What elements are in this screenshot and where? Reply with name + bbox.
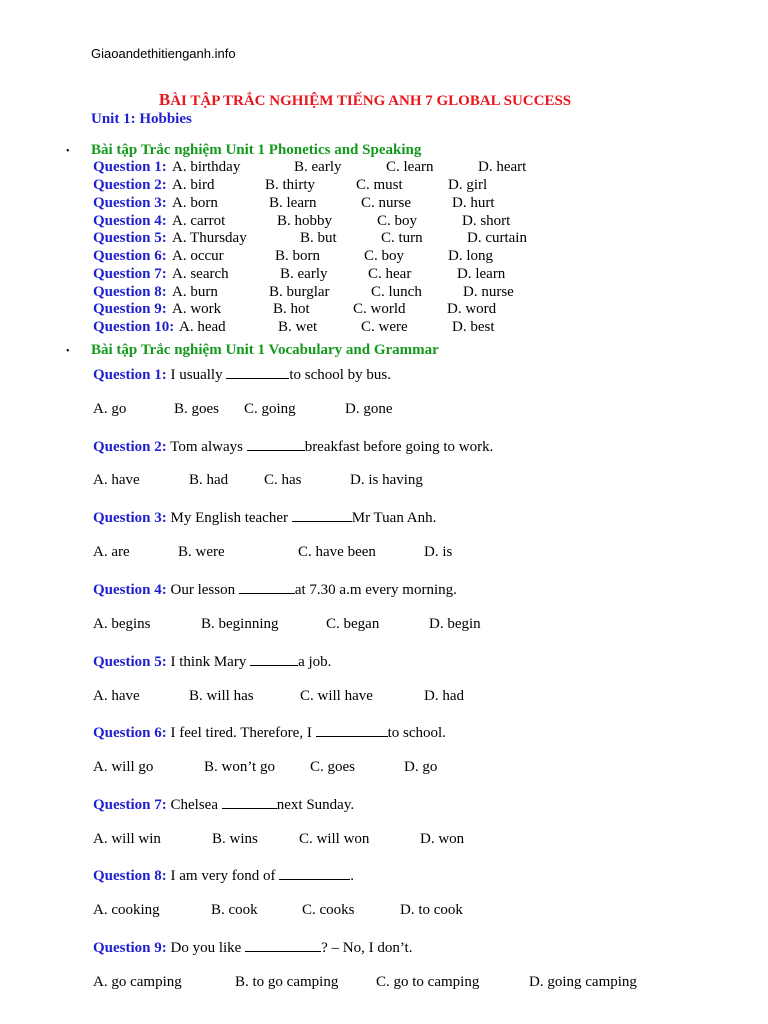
question-label: Question 1: bbox=[93, 159, 167, 175]
option-d: D. hurt bbox=[452, 195, 495, 211]
answer-blank bbox=[245, 938, 321, 952]
title-first-letter: B bbox=[158, 90, 171, 109]
question-text-before: I feel tired. Therefore, I bbox=[170, 725, 316, 741]
phonetics-question-10 bbox=[93, 319, 495, 337]
question-label: Question 8: bbox=[93, 868, 167, 884]
phonetics-question-7 bbox=[93, 266, 506, 284]
option-a: A. begins bbox=[93, 616, 151, 632]
option-d: D. is having bbox=[350, 472, 423, 488]
phonetics-question-6 bbox=[93, 248, 493, 266]
option-d: D. gone bbox=[345, 401, 393, 417]
answer-blank bbox=[250, 652, 298, 666]
option-c: C. goes bbox=[310, 759, 355, 775]
option-c: C. were bbox=[361, 319, 408, 335]
grammar-question-9 bbox=[93, 938, 412, 956]
question-text-before: Our lesson bbox=[170, 582, 239, 598]
phonetics-question-4 bbox=[93, 213, 511, 231]
grammar-question-8 bbox=[93, 866, 354, 884]
option-b: B. but bbox=[300, 230, 337, 246]
option-a: A. Thursday bbox=[172, 230, 247, 246]
question-label: Question 9: bbox=[93, 940, 167, 956]
question-text-after: at 7.30 a.m every morning. bbox=[294, 582, 457, 598]
option-a: A. head bbox=[179, 319, 226, 335]
question-label: Question 5: bbox=[93, 230, 167, 246]
question-text-before: My English teacher bbox=[170, 510, 292, 526]
question-text-before: Do you like bbox=[170, 940, 246, 956]
question-label: Question 6: bbox=[93, 725, 167, 741]
option-d: D. nurse bbox=[463, 284, 514, 300]
question-label: Question 4: bbox=[93, 582, 167, 598]
option-c: C. nurse bbox=[361, 195, 411, 211]
unit-heading: Unit 1: Hobbies bbox=[91, 111, 192, 127]
option-c: C. began bbox=[326, 616, 380, 632]
option-a: A. go camping bbox=[93, 974, 182, 990]
bullet-section-1: • bbox=[66, 146, 70, 157]
option-b: B. wins bbox=[212, 831, 258, 847]
question-label: Question 7: bbox=[93, 266, 167, 282]
option-b: B. were bbox=[178, 544, 225, 560]
option-a: A. work bbox=[172, 301, 222, 317]
option-a: A. cooking bbox=[93, 902, 160, 918]
phonetics-question-8 bbox=[93, 284, 514, 302]
option-a: A. will go bbox=[93, 759, 154, 775]
option-d: D. word bbox=[447, 301, 497, 317]
question-text-before: I am very fond of bbox=[170, 868, 280, 884]
phonetics-question-9 bbox=[93, 301, 497, 319]
option-d: D. go bbox=[404, 759, 438, 775]
option-b: B. beginning bbox=[201, 616, 279, 632]
question-text-before: Tom always bbox=[170, 439, 247, 455]
option-b: B. had bbox=[189, 472, 229, 488]
question-label: Question 2: bbox=[93, 177, 167, 193]
option-a: A. born bbox=[172, 195, 218, 211]
option-a: A. are bbox=[93, 544, 130, 560]
option-c: C. boy bbox=[377, 213, 418, 229]
question-label: Question 3: bbox=[93, 195, 167, 211]
option-b: B. thirty bbox=[265, 177, 316, 193]
question-text-before: I think Mary bbox=[170, 654, 251, 670]
option-d: D. long bbox=[448, 248, 493, 264]
grammar-question-4 bbox=[93, 580, 457, 598]
option-d: D. to cook bbox=[400, 902, 463, 918]
grammar-question-5 bbox=[93, 652, 331, 670]
site-name: Giaoandethitienganh.info bbox=[91, 46, 236, 61]
option-a: A. occur bbox=[172, 248, 224, 264]
option-c: C. learn bbox=[386, 159, 434, 175]
option-a: A. have bbox=[93, 472, 140, 488]
option-d: D. best bbox=[452, 319, 495, 335]
question-label: Question 8: bbox=[93, 284, 167, 300]
page-title bbox=[0, 90, 730, 110]
answer-blank bbox=[292, 508, 352, 522]
option-a: A. will win bbox=[93, 831, 161, 847]
option-b: B. hot bbox=[273, 301, 310, 317]
option-d: D. short bbox=[462, 213, 511, 229]
bullet-section-2: • bbox=[66, 346, 70, 357]
question-text-after: a job. bbox=[298, 654, 332, 670]
option-c: C. cooks bbox=[302, 902, 355, 918]
option-c: C. boy bbox=[364, 248, 405, 264]
option-a: A. carrot bbox=[172, 213, 226, 229]
grammar-question-3 bbox=[93, 508, 436, 526]
option-c: C. has bbox=[264, 472, 302, 488]
option-d: D. is bbox=[424, 544, 453, 560]
option-b: B. hobby bbox=[277, 213, 333, 229]
option-b: B. early bbox=[294, 159, 342, 175]
option-b: B. wet bbox=[278, 319, 318, 335]
option-b: B. learn bbox=[269, 195, 317, 211]
option-c: C. must bbox=[356, 177, 403, 193]
answer-blank bbox=[239, 580, 295, 594]
question-text-after: to school. bbox=[387, 725, 446, 741]
option-a: A. search bbox=[172, 266, 229, 282]
option-b: B. will has bbox=[189, 688, 254, 704]
question-label: Question 1: bbox=[93, 367, 167, 383]
option-c: C. will won bbox=[299, 831, 370, 847]
option-d: D. learn bbox=[457, 266, 506, 282]
question-text-after: Mr Tuan Anh. bbox=[351, 510, 437, 526]
question-label: Question 4: bbox=[93, 213, 167, 229]
question-text-before: I usually bbox=[170, 367, 227, 383]
phonetics-question-1 bbox=[93, 159, 527, 177]
title-rest: ÀI TẬP TRẮC NGHIỆM TIẾNG ANH 7 GLOBAL SUCCESS bbox=[170, 93, 572, 109]
option-c: C. will have bbox=[300, 688, 373, 704]
option-c: C. going bbox=[244, 401, 296, 417]
grammar-question-7 bbox=[93, 795, 354, 813]
option-b: B. burglar bbox=[269, 284, 330, 300]
option-d: D. heart bbox=[478, 159, 527, 175]
question-label: Question 9: bbox=[93, 301, 167, 317]
question-label: Question 3: bbox=[93, 510, 167, 526]
answer-blank bbox=[316, 723, 388, 737]
option-a: A. go bbox=[93, 401, 127, 417]
option-b: B. won’t go bbox=[204, 759, 275, 775]
question-label: Question 5: bbox=[93, 654, 167, 670]
answer-blank bbox=[247, 437, 305, 451]
option-c: C. turn bbox=[381, 230, 423, 246]
option-d: D. going camping bbox=[529, 974, 637, 990]
phonetics-question-2 bbox=[93, 177, 488, 195]
option-a: A. have bbox=[93, 688, 140, 704]
question-text-after: to school by bus. bbox=[289, 367, 392, 383]
option-a: A. bird bbox=[172, 177, 215, 193]
question-text-before: Chelsea bbox=[170, 797, 222, 813]
grammar-question-6 bbox=[93, 723, 446, 741]
option-c: C. have been bbox=[298, 544, 376, 560]
option-c: C. lunch bbox=[371, 284, 422, 300]
option-c: C. world bbox=[353, 301, 406, 317]
question-label: Question 7: bbox=[93, 797, 167, 813]
grammar-question-2 bbox=[93, 437, 493, 455]
section-2-title: Bài tập Trắc nghiệm Unit 1 Vocabulary and Grammar bbox=[91, 342, 439, 358]
answer-blank bbox=[279, 866, 350, 880]
question-label: Question 10: bbox=[93, 319, 175, 335]
answer-blank bbox=[222, 795, 277, 809]
option-d: D. girl bbox=[448, 177, 488, 193]
option-b: B. goes bbox=[174, 401, 219, 417]
question-text-after: next Sunday. bbox=[276, 797, 355, 813]
option-c: C. hear bbox=[368, 266, 412, 282]
option-c: C. go to camping bbox=[376, 974, 480, 990]
option-d: D. won bbox=[420, 831, 465, 847]
question-text-after: . bbox=[350, 868, 354, 884]
option-b: B. cook bbox=[211, 902, 258, 918]
question-text-after: ? – No, I don’t. bbox=[321, 940, 413, 956]
answer-blank bbox=[226, 365, 289, 379]
section-1-title: Bài tập Trắc nghiệm Unit 1 Phonetics and Speaking bbox=[91, 142, 422, 158]
question-label: Question 6: bbox=[93, 248, 167, 264]
option-d: D. curtain bbox=[467, 230, 527, 246]
option-b: B. to go camping bbox=[235, 974, 339, 990]
question-label: Question 2: bbox=[93, 439, 167, 455]
option-a: A. burn bbox=[172, 284, 218, 300]
option-a: A. birthday bbox=[172, 159, 241, 175]
grammar-question-1 bbox=[93, 365, 391, 383]
option-b: B. early bbox=[280, 266, 328, 282]
question-text-after: breakfast before going to work. bbox=[304, 439, 494, 455]
option-d: D. begin bbox=[429, 616, 481, 632]
phonetics-question-3 bbox=[93, 195, 495, 213]
phonetics-question-5 bbox=[93, 230, 527, 248]
option-d: D. had bbox=[424, 688, 464, 704]
option-b: B. born bbox=[275, 248, 320, 264]
